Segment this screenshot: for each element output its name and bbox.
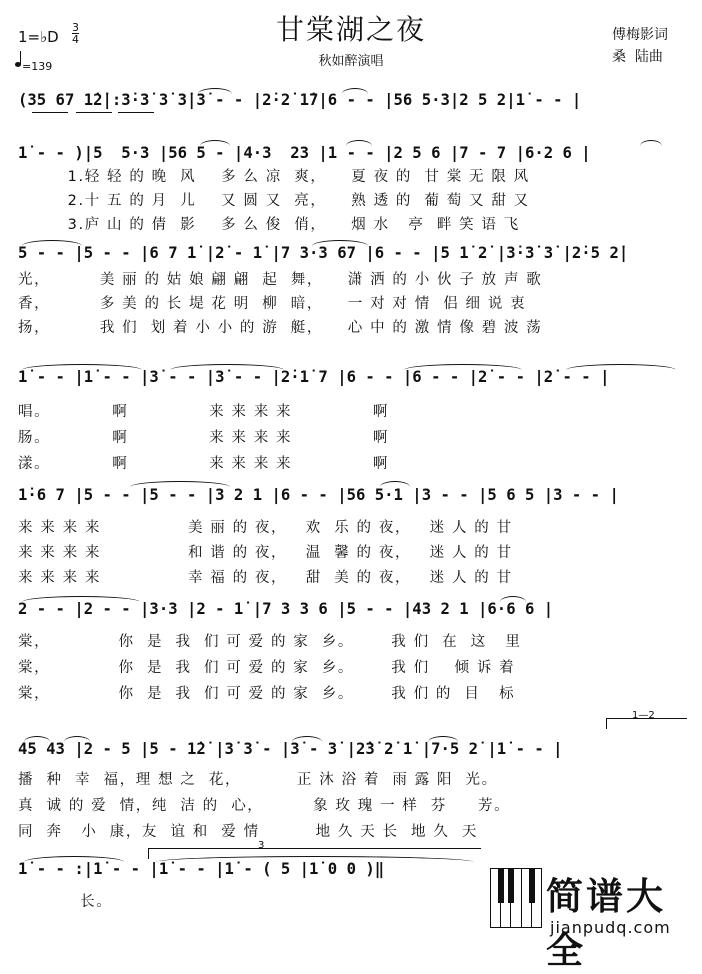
lyric-line-2-verse-2: 2.十 五 的 月 儿 又 圆 又 亮， 熟 透 的 葡 萄 又 甜 又	[18, 193, 530, 209]
logo-text: 简谱大全	[546, 875, 666, 972]
time-sig-top: 3	[72, 21, 79, 34]
composer-credit: 桑 陆曲	[612, 49, 663, 65]
volta-label: 1—2	[632, 710, 655, 721]
lyricist-credit: 傅梅影词	[612, 27, 668, 43]
lyric-line-8: 长。	[18, 894, 113, 910]
lyric-line-3-verse-2: 香， 多 美 的 长 堤 花 明 柳 暗， 一 对 对 情 侣 细 说 衷	[18, 296, 527, 312]
notation-line-8: 1̇ - - :|1̇ - - |1̇ - - |1̇ - ( 5 |1̇ 0 0 )‖	[18, 860, 385, 878]
lyric-line-6-verse-2: 棠， 你 是 我 们 可 爱 的 家 乡。 我 们 倾 诉 着	[18, 660, 516, 676]
notation-line-4: 1̇ - - |1̇ - - |3̇ - - |3̇ - - |2̇·1̇ 7 |6 - - |6 - - |2̇ - - |2̇ - - |	[18, 368, 610, 386]
notation-line-3: 5 - - |5 - - |6 7 1̇ |2̇ - 1̇ |7 3·3 67 |6 - - |5 1̇ 2̇ |3̇·3̇ 3̇ |2̇·5 2̇|	[18, 244, 629, 262]
lyric-line-3-verse-3: 扬， 我 们 划 着 小 小 的 游 艇， 心 中 的 激 情 像 碧 波 荡	[18, 320, 543, 336]
lyric-line-4-verse-2: 肠。 啊 来 来 来 来 啊	[18, 430, 389, 446]
lyric-line-7-verse-1: 播 种 幸 福，理 想 之 花， 正 沐 浴 着 雨 露 阳 光。	[18, 772, 498, 788]
song-title: 甘棠湖之夜	[275, 13, 426, 46]
notation-line-2: 1̇ - - )|5 5·3 |56 5 - |4·3 23 |1 - - |2 5 6 |7 - 7 |6·2 6 |	[18, 144, 591, 162]
lyric-line-2-verse-1: 1.轻 轻 的 晚 风 多 么 凉 爽， 夏 夜 的 甘 棠 无 限 风	[18, 169, 530, 185]
singer-credit: 秋如醉演唱	[318, 54, 384, 69]
lyric-line-7-verse-2: 真 诚 的 爱 情，纯 洁 的 心， 象 玫 瑰 一 样 芬 芳。	[18, 798, 511, 814]
lyric-line-3-verse-1: 光， 美 丽 的 姑 娘 翩 翩 起 舞， 潇 洒 的 小 伙 子 放 声 歌	[18, 272, 543, 288]
beam	[118, 112, 154, 113]
logo-url: jianpudq.com	[550, 918, 671, 937]
beam	[32, 112, 68, 113]
notation-line-7: 45 43 |2 - 5 |5 - 1̇2̇ |3̇ 3̇ - |3̇ - 3̇ |2̇3̇ 2̇ 1̇ |7·5 2̇ |1̇ - - |	[18, 740, 563, 758]
beam	[76, 112, 112, 113]
site-logo	[490, 860, 696, 972]
lyric-line-6-verse-3: 棠， 你 是 我 们 可 爱 的 家 乡。 我 们 的 目 标	[18, 686, 516, 702]
lyric-line-6-verse-1: 棠， 你 是 我 们 可 爱 的 家 乡。 我 们 在 这 里	[18, 634, 522, 650]
key-signature: 1=♭D	[18, 28, 59, 46]
tempo-marking: =139	[22, 60, 53, 73]
lyric-line-2-verse-3: 3.庐 山 的 倩 影 多 么 俊 俏， 烟 水 亭 畔 笑 语 飞	[18, 217, 520, 233]
lyric-line-5-verse-1: 来 来 来 来 美 丽 的 夜， 欢 乐 的 夜， 迷 人 的 甘	[18, 520, 513, 536]
notation-line-1: (35 67 1̇2̇|:3̇·3̇ 3̇ 3̇|3̇ - - |2̇·2̇ 1̇7|6 - - |56 5·3|2 5 2|1̇ - - |	[18, 91, 582, 109]
piano-keys-icon	[490, 868, 542, 928]
triplet-label: 3	[258, 840, 265, 851]
lyric-line-7-verse-3: 同 奔 小 康，友 谊 和 爱 情 地 久 天 长 地 久 天	[18, 824, 478, 840]
lyric-line-4-verse-3: 漾。 啊 来 来 来 来 啊	[18, 456, 389, 472]
notation-line-6: 2 - - |2 - - |3·3 |2 - 1̇ |7 3 3 6 |5 - - |43 2 1 |6·6 6 |	[18, 600, 554, 618]
notation-line-5: 1̇·6 7 |5 - - |5 - - |3 2 1 |6 - - |56 5·1 |3 - - |5 6 5 |3 - - |	[18, 486, 619, 504]
lyric-line-4-verse-1: 唱。 啊 来 来 来 来 啊	[18, 404, 389, 420]
lyric-line-5-verse-3: 来 来 来 来 幸 福 的 夜， 甜 美 的 夜， 迷 人 的 甘	[18, 570, 513, 586]
time-sig-bottom: 4	[72, 33, 79, 46]
lyric-line-5-verse-2: 来 来 来 来 和 谐 的 夜， 温 馨 的 夜， 迷 人 的 甘	[18, 545, 513, 561]
